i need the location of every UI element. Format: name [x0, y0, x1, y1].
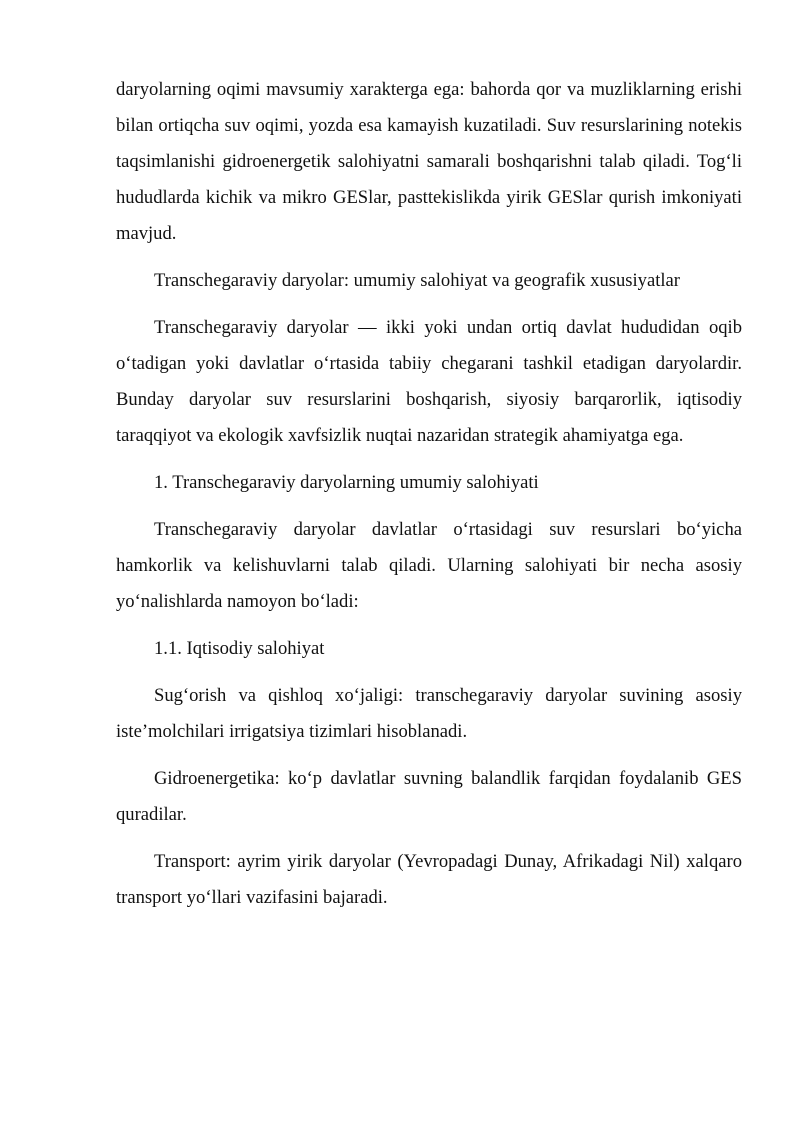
document-page — [116, 72, 742, 927]
paragraph-hydropower: Gidroenergetika: ko‘p davlatlar suvning balandlik farqidan foydalanib GES quradilar. — [116, 768, 742, 825]
section-heading-transboundary-rivers: Transchegaraviy daryolar: umumiy salohiyat va geografik xususiyatlar — [154, 270, 680, 291]
paragraph-transport: Transport: ayrim yirik daryolar (Yevropadagi Dunay, Afrikadagi Nil) xalqaro transport yo‘llari vazifasini bajaradi. — [116, 851, 742, 908]
paragraph-continuation: daryolarning oqimi mavsumiy xarakterga ega: bahorda qor va muzliklarning erishi bilan ortiqcha suv oqimi, yozda esa kamayish kuzatiladi. Suv resurslarining notekis taqsimlanishi gidroenergetik salohiyatni samarali boshqarishni talab qiladi. Tog‘li hududlarda kichik va mikro GESlar, pasttekislikda yirik GESlar qurish imkoniyati mavjud. — [116, 79, 742, 244]
paragraph-definition: Transchegaraviy daryolar — ikki yoki undan ortiq davlat hududidan oqib o‘tadigan yoki davlatlar o‘rtasida tabiiy chegarani tashkil etadigan daryolardir. Bunday daryolar suv resurslarini boshqarish, siyosiy barqarorlik, iqtisodiy taraqqiyot va ekologik xavfsizlik nuqtai nazaridan strategik ahamiyatga ega. — [116, 317, 742, 446]
subheading-general-potential: 1. Transchegaraviy daryolarning umumiy salohiyati — [154, 472, 539, 493]
paragraph-cooperation: Transchegaraviy daryolar davlatlar o‘rtasidagi suv resurslari bo‘yicha hamkorlik va kelishuvlarni talab qiladi. Ularning salohiyati bir necha asosiy yo‘nalishlarda namoyon bo‘ladi: — [116, 519, 742, 612]
paragraph-irrigation: Sug‘orish va qishloq xo‘jaligi: transchegaraviy daryolar suvining asosiy iste’molchilari irrigatsiya tizimlari hisoblanadi. — [116, 685, 742, 742]
subheading-economic-potential: 1.1. Iqtisodiy salohiyat — [154, 638, 325, 659]
